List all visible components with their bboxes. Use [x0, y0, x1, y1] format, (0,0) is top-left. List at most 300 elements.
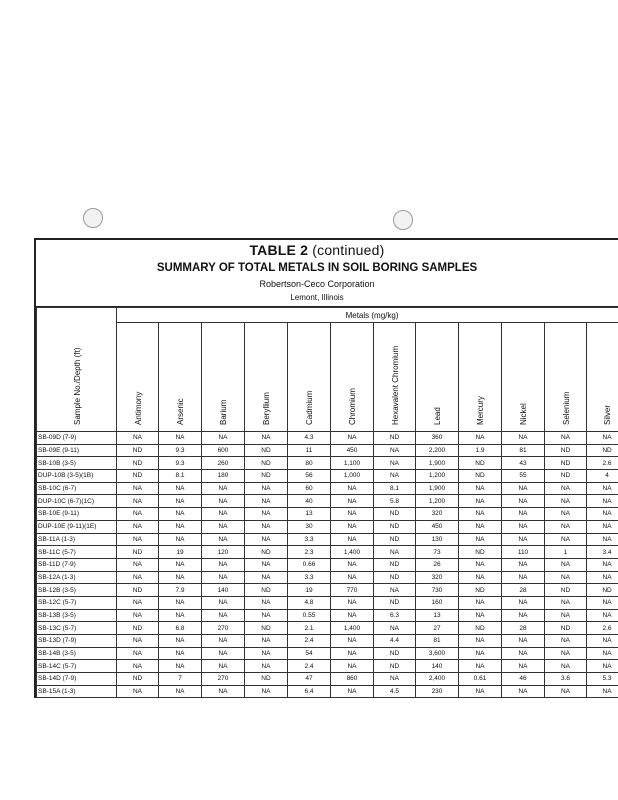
value-cell: NA — [159, 609, 202, 622]
value-cell: 9.3 — [159, 457, 202, 470]
sample-id-cell: SB-11D (7-9) — [37, 558, 117, 571]
sample-id-cell: DUP-10E (9-11)(1E) — [37, 520, 117, 533]
value-cell: 2.1 — [288, 622, 331, 635]
table-row — [37, 660, 618, 673]
value-cell: 1,200 — [416, 470, 459, 483]
table-row — [37, 432, 618, 445]
value-cell: NA — [202, 533, 245, 546]
value-cell: 0.55 — [288, 609, 331, 622]
value-cell: NA — [502, 482, 545, 495]
value-cell: NA — [159, 660, 202, 673]
value-cell: 19 — [159, 546, 202, 559]
value-cell: 1,400 — [331, 622, 374, 635]
value-cell: NA — [374, 584, 416, 597]
value-cell: NA — [331, 482, 374, 495]
value-cell: NA — [545, 533, 587, 546]
column-header: Hexavalent Chromium — [374, 323, 416, 432]
value-cell: NA — [159, 495, 202, 508]
value-cell: ND — [374, 520, 416, 533]
value-cell: NA — [331, 609, 374, 622]
value-cell: 8.1 — [374, 482, 416, 495]
value-cell: NA — [502, 533, 545, 546]
table-row — [37, 635, 618, 648]
value-cell: 0.66 — [288, 558, 331, 571]
value-cell: 450 — [416, 520, 459, 533]
sample-id-cell: SB-15A (1-3) — [37, 685, 117, 698]
value-cell: NA — [117, 495, 159, 508]
value-cell: NA — [117, 685, 159, 698]
value-cell: 47 — [288, 673, 331, 686]
value-cell: NA — [202, 685, 245, 698]
table-header-block — [36, 240, 618, 307]
value-cell: NA — [587, 635, 618, 648]
sample-id-cell: DUP-10C (6-7)(1C) — [37, 495, 117, 508]
table-row — [37, 558, 618, 571]
table-row — [37, 609, 618, 622]
value-cell: NA — [117, 571, 159, 584]
value-cell: NA — [545, 495, 587, 508]
value-cell: NA — [331, 432, 374, 445]
value-cell: 4.8 — [288, 596, 331, 609]
value-cell: 230 — [416, 685, 459, 698]
value-cell: NA — [587, 609, 618, 622]
value-cell: ND — [374, 660, 416, 673]
value-cell: NA — [245, 609, 288, 622]
value-cell: NA — [545, 508, 587, 521]
value-cell: 2.6 — [587, 622, 618, 635]
site-location: Lemont, Illinois — [290, 293, 344, 302]
column-header: Beryllium — [245, 323, 288, 432]
value-cell: 450 — [331, 444, 374, 457]
company-name: Robertson-Ceco Corporation — [259, 279, 375, 289]
value-cell: NA — [117, 432, 159, 445]
value-cell: ND — [374, 571, 416, 584]
value-cell: NA — [502, 647, 545, 660]
value-cell: NA — [502, 596, 545, 609]
value-cell: 2.6 — [587, 457, 618, 470]
value-cell: NA — [545, 520, 587, 533]
sample-id-cell: SB-13C (5-7) — [37, 622, 117, 635]
value-cell: NA — [117, 596, 159, 609]
value-cell: NA — [245, 685, 288, 698]
column-headers — [37, 323, 618, 432]
value-cell: 8.1 — [159, 470, 202, 483]
value-cell: 7.9 — [159, 584, 202, 597]
sample-id-cell: SB-10E (9-11) — [37, 508, 117, 521]
value-cell: NA — [587, 520, 618, 533]
table-row — [37, 571, 618, 584]
value-cell: 260 — [202, 457, 245, 470]
value-cell: 55 — [502, 470, 545, 483]
value-cell: 3.3 — [288, 533, 331, 546]
value-cell: NA — [331, 533, 374, 546]
value-cell: 4.4 — [374, 635, 416, 648]
value-cell: ND — [117, 457, 159, 470]
value-cell: 140 — [416, 660, 459, 673]
column-header: Lead — [416, 323, 459, 432]
value-cell: NA — [202, 635, 245, 648]
value-cell: ND — [545, 444, 587, 457]
value-cell: NA — [459, 609, 502, 622]
value-cell: NA — [117, 647, 159, 660]
column-header: Silver — [587, 323, 618, 432]
value-cell: NA — [545, 635, 587, 648]
value-cell: 46 — [502, 673, 545, 686]
sample-id-cell: SB-12B (3-5) — [37, 584, 117, 597]
table-row — [37, 444, 618, 457]
value-cell: NA — [545, 596, 587, 609]
value-cell: NA — [545, 660, 587, 673]
table-row — [37, 508, 618, 521]
table-row — [37, 533, 618, 546]
value-cell: ND — [245, 673, 288, 686]
sample-id-cell: SB-09E (9-11) — [37, 444, 117, 457]
value-cell: NA — [159, 596, 202, 609]
value-cell: 140 — [202, 584, 245, 597]
value-cell: NA — [202, 647, 245, 660]
value-cell: NA — [545, 609, 587, 622]
value-cell: NA — [331, 647, 374, 660]
value-cell: 4.5 — [374, 685, 416, 698]
table-title: TABLE 2 (continued) — [249, 242, 385, 258]
table-row — [37, 495, 618, 508]
table-row — [37, 457, 618, 470]
value-cell: NA — [587, 495, 618, 508]
value-cell: 1,200 — [416, 495, 459, 508]
column-header: Antimony — [117, 323, 159, 432]
sample-id-cell: SB-10C (6-7) — [37, 482, 117, 495]
value-cell: NA — [459, 432, 502, 445]
value-cell: 1,400 — [331, 546, 374, 559]
sample-column-header: Sample No./Depth (ft) — [37, 308, 117, 432]
value-cell: NA — [502, 571, 545, 584]
value-cell: 60 — [288, 482, 331, 495]
value-cell: ND — [545, 584, 587, 597]
sample-id-cell: SB-14D (7-9) — [37, 673, 117, 686]
value-cell: 81 — [502, 444, 545, 457]
value-cell: NA — [159, 558, 202, 571]
value-cell: NA — [331, 685, 374, 698]
value-cell: ND — [459, 457, 502, 470]
value-cell: NA — [159, 482, 202, 495]
value-cell: 1,900 — [416, 457, 459, 470]
value-cell: 1 — [545, 546, 587, 559]
value-cell: NA — [587, 482, 618, 495]
value-cell: 54 — [288, 647, 331, 660]
metals-data-grid — [36, 307, 618, 698]
value-cell: NA — [117, 660, 159, 673]
value-cell: ND — [245, 444, 288, 457]
value-cell: 1,900 — [416, 482, 459, 495]
value-cell: NA — [502, 635, 545, 648]
sample-id-cell: SB-12A (1-3) — [37, 571, 117, 584]
value-cell: 110 — [502, 546, 545, 559]
value-cell: 600 — [202, 444, 245, 457]
table-row — [37, 673, 618, 686]
value-cell: NA — [331, 508, 374, 521]
value-cell: ND — [117, 673, 159, 686]
value-cell: 19 — [288, 584, 331, 597]
value-cell: 2.4 — [288, 660, 331, 673]
data-rows — [37, 432, 618, 698]
value-cell: ND — [545, 470, 587, 483]
value-cell: ND — [587, 584, 618, 597]
value-cell: NA — [245, 495, 288, 508]
value-cell: NA — [459, 482, 502, 495]
value-cell: 320 — [416, 508, 459, 521]
value-cell: NA — [587, 432, 618, 445]
value-cell: NA — [245, 635, 288, 648]
value-cell: 2,400 — [416, 673, 459, 686]
value-cell: NA — [459, 635, 502, 648]
table-row — [37, 470, 618, 483]
value-cell: NA — [202, 558, 245, 571]
value-cell: NA — [202, 495, 245, 508]
value-cell: 6.3 — [374, 609, 416, 622]
value-cell: NA — [587, 558, 618, 571]
value-cell: NA — [331, 596, 374, 609]
value-cell: 5.3 — [587, 673, 618, 686]
value-cell: ND — [245, 622, 288, 635]
value-cell: NA — [331, 558, 374, 571]
value-cell: 3.4 — [587, 546, 618, 559]
value-cell: 270 — [202, 622, 245, 635]
value-cell: 81 — [416, 635, 459, 648]
value-cell: NA — [459, 495, 502, 508]
value-cell: NA — [587, 685, 618, 698]
value-cell: 1,000 — [331, 470, 374, 483]
value-cell: 11 — [288, 444, 331, 457]
value-cell: NA — [245, 660, 288, 673]
value-cell: 30 — [288, 520, 331, 533]
value-cell: NA — [502, 558, 545, 571]
value-cell: 320 — [416, 571, 459, 584]
value-cell: NA — [502, 685, 545, 698]
value-cell: 9.3 — [159, 444, 202, 457]
value-cell: NA — [459, 508, 502, 521]
value-cell: ND — [374, 508, 416, 521]
value-cell: 3.3 — [288, 571, 331, 584]
value-cell: ND — [459, 584, 502, 597]
value-cell: 7 — [159, 673, 202, 686]
value-cell: 160 — [416, 596, 459, 609]
value-cell: NA — [117, 609, 159, 622]
value-cell: NA — [202, 609, 245, 622]
value-cell: NA — [502, 660, 545, 673]
value-cell: 6.8 — [159, 622, 202, 635]
value-cell: NA — [202, 596, 245, 609]
table-row — [37, 546, 618, 559]
column-header: Barium — [202, 323, 245, 432]
value-cell: ND — [117, 622, 159, 635]
value-cell: 860 — [331, 673, 374, 686]
value-cell: ND — [117, 470, 159, 483]
value-cell: NA — [202, 520, 245, 533]
value-cell: NA — [374, 546, 416, 559]
value-cell: ND — [245, 546, 288, 559]
value-cell: NA — [459, 647, 502, 660]
value-cell: NA — [587, 647, 618, 660]
value-cell: 73 — [416, 546, 459, 559]
column-header: Nickel — [502, 323, 545, 432]
value-cell: NA — [245, 596, 288, 609]
sample-id-cell: SB-12C (5-7) — [37, 596, 117, 609]
value-cell: 0.61 — [459, 673, 502, 686]
table-subtitle: SUMMARY OF TOTAL METALS IN SOIL BORING SAMPLES — [156, 262, 478, 274]
value-cell: 40 — [288, 495, 331, 508]
value-cell: ND — [374, 558, 416, 571]
value-cell: NA — [502, 508, 545, 521]
value-cell: 26 — [416, 558, 459, 571]
value-cell: NA — [159, 571, 202, 584]
value-cell: NA — [159, 432, 202, 445]
value-cell: NA — [502, 609, 545, 622]
value-cell: ND — [374, 432, 416, 445]
sample-id-cell: SB-14C (5-7) — [37, 660, 117, 673]
value-cell: NA — [545, 571, 587, 584]
column-header: Mercury — [459, 323, 502, 432]
value-cell: NA — [159, 647, 202, 660]
value-cell: 360 — [416, 432, 459, 445]
sample-id-cell: SB-13B (3-5) — [37, 609, 117, 622]
value-cell: 1.9 — [459, 444, 502, 457]
value-cell: 270 — [202, 673, 245, 686]
value-cell: NA — [374, 444, 416, 457]
value-cell: NA — [459, 685, 502, 698]
value-cell: NA — [202, 432, 245, 445]
punch-hole-left — [83, 208, 103, 228]
table-row — [37, 584, 618, 597]
value-cell: NA — [331, 660, 374, 673]
metals-summary-table — [34, 238, 618, 698]
value-cell: NA — [459, 520, 502, 533]
metals-group-header: Metals (mg/kg) — [117, 308, 618, 323]
value-cell: NA — [117, 508, 159, 521]
value-cell: 770 — [331, 584, 374, 597]
value-cell: NA — [374, 457, 416, 470]
value-cell: NA — [159, 635, 202, 648]
value-cell: ND — [587, 444, 618, 457]
value-cell: NA — [459, 660, 502, 673]
punch-hole-center — [393, 210, 413, 230]
value-cell: 120 — [202, 546, 245, 559]
value-cell: 3,600 — [416, 647, 459, 660]
value-cell: NA — [587, 571, 618, 584]
value-cell: 1,100 — [331, 457, 374, 470]
sample-id-cell: DUP-10B (3-5)(1B) — [37, 470, 117, 483]
value-cell: NA — [587, 533, 618, 546]
value-cell: ND — [117, 444, 159, 457]
value-cell: 4 — [587, 470, 618, 483]
value-cell: NA — [545, 558, 587, 571]
value-cell: 2.3 — [288, 546, 331, 559]
value-cell: NA — [159, 685, 202, 698]
value-cell: 730 — [416, 584, 459, 597]
value-cell: NA — [587, 596, 618, 609]
value-cell: NA — [245, 508, 288, 521]
value-cell: NA — [502, 495, 545, 508]
sample-id-cell: SB-11A (1-3) — [37, 533, 117, 546]
value-cell: ND — [245, 457, 288, 470]
value-cell: NA — [117, 558, 159, 571]
value-cell: NA — [331, 635, 374, 648]
value-cell: NA — [374, 673, 416, 686]
value-cell: NA — [545, 482, 587, 495]
value-cell: NA — [245, 533, 288, 546]
value-cell: NA — [245, 647, 288, 660]
value-cell: 2,200 — [416, 444, 459, 457]
table-row — [37, 596, 618, 609]
sample-id-cell: SB-09D (7-9) — [37, 432, 117, 445]
sample-id-cell: SB-14B (3-5) — [37, 647, 117, 660]
value-cell: NA — [159, 520, 202, 533]
value-cell: 130 — [416, 533, 459, 546]
value-cell: NA — [245, 520, 288, 533]
value-cell: NA — [117, 482, 159, 495]
column-header: Arsenic — [159, 323, 202, 432]
value-cell: NA — [502, 432, 545, 445]
value-cell: NA — [245, 558, 288, 571]
value-cell: NA — [245, 432, 288, 445]
column-header: Cadmium — [288, 323, 331, 432]
column-header: Selenium — [545, 323, 587, 432]
table-row — [37, 685, 618, 698]
value-cell: 56 — [288, 470, 331, 483]
value-cell: 180 — [202, 470, 245, 483]
value-cell: NA — [374, 622, 416, 635]
value-cell: ND — [245, 470, 288, 483]
sample-id-cell: SB-10B (3-5) — [37, 457, 117, 470]
value-cell: ND — [459, 470, 502, 483]
value-cell: 2.4 — [288, 635, 331, 648]
value-cell: 28 — [502, 584, 545, 597]
value-cell: ND — [245, 584, 288, 597]
value-cell: NA — [459, 571, 502, 584]
value-cell: NA — [587, 508, 618, 521]
value-cell: ND — [374, 533, 416, 546]
value-cell: NA — [331, 571, 374, 584]
value-cell: NA — [202, 482, 245, 495]
value-cell: ND — [117, 584, 159, 597]
value-cell: NA — [374, 470, 416, 483]
value-cell: 28 — [502, 622, 545, 635]
table-row — [37, 482, 618, 495]
sample-id-cell: SB-11C (5-7) — [37, 546, 117, 559]
value-cell: 13 — [416, 609, 459, 622]
value-cell: NA — [202, 571, 245, 584]
value-cell: ND — [545, 457, 587, 470]
value-cell: NA — [545, 685, 587, 698]
value-cell: NA — [545, 432, 587, 445]
value-cell: 5.8 — [374, 495, 416, 508]
value-cell: NA — [117, 533, 159, 546]
column-header: Chromium — [331, 323, 374, 432]
value-cell: NA — [545, 647, 587, 660]
table-row — [37, 520, 618, 533]
value-cell: 4.3 — [288, 432, 331, 445]
value-cell: NA — [202, 508, 245, 521]
value-cell: NA — [159, 533, 202, 546]
value-cell: NA — [331, 495, 374, 508]
value-cell: NA — [117, 635, 159, 648]
value-cell: 13 — [288, 508, 331, 521]
value-cell: ND — [374, 647, 416, 660]
value-cell: ND — [459, 546, 502, 559]
value-cell: 6.4 — [288, 685, 331, 698]
value-cell: NA — [245, 482, 288, 495]
value-cell: ND — [459, 622, 502, 635]
value-cell: NA — [459, 533, 502, 546]
